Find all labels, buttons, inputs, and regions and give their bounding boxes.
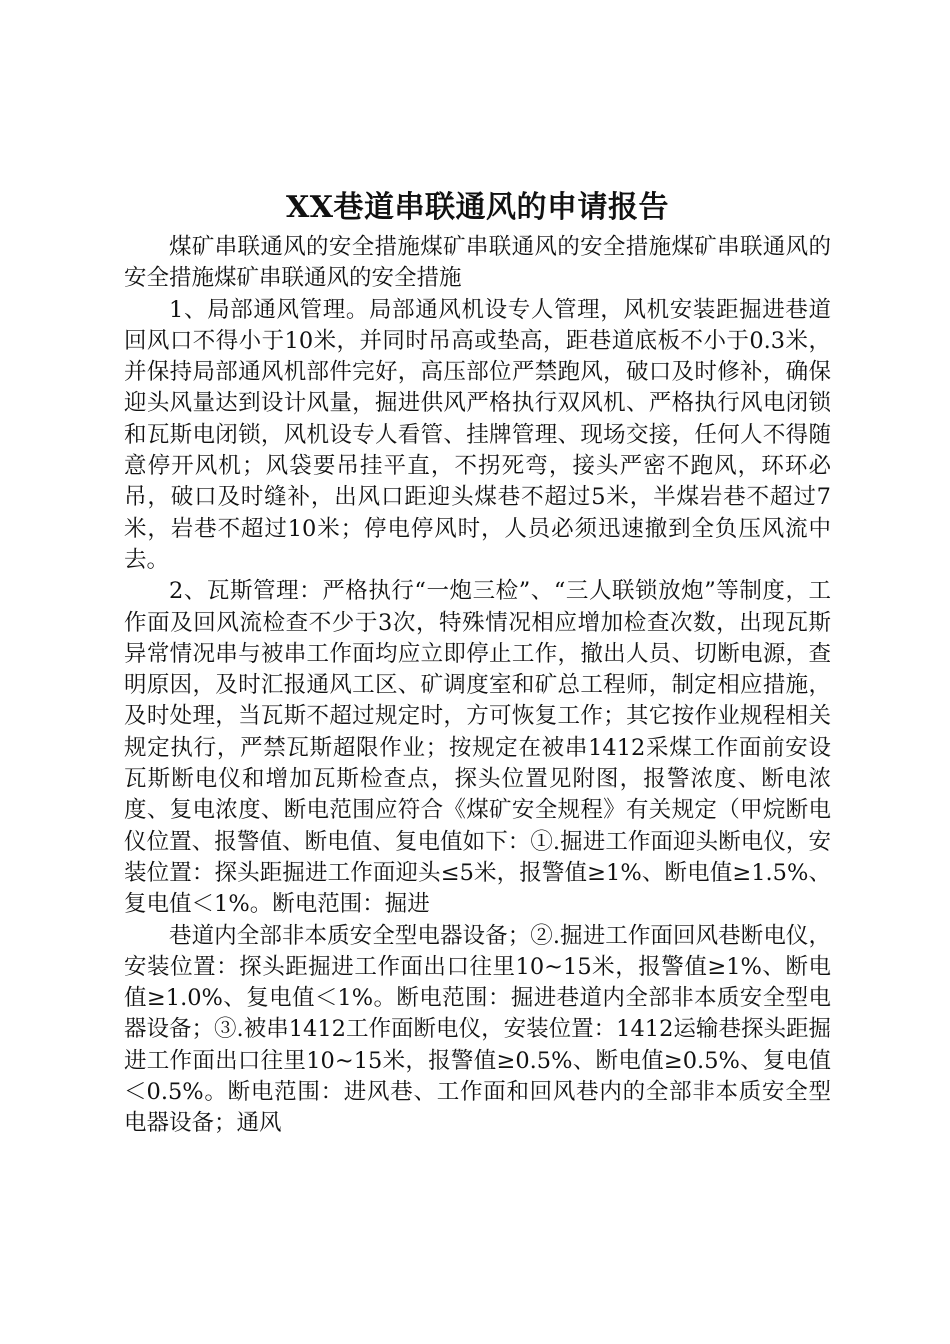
sensor-installation-paragraph: 巷道内全部非本质安全型电器设备；②.掘进工作面回风巷断电仪，安装位置：探头距掘进工作面出口往里10~15米，报警值≥1%、断电值≥1.0%、复电值＜1%。断电范围：掘进巷道内全部非本质安全型电器设备；③.被串1412工作面断电仪，安装位置：1412运输巷探头距掘进工作面出口往里10~15米，报警值≥0.5%、断电值≥0.5%、复电值＜0.5%。断电范围：进风巷、工作面和回风巷内的全部非本质安全型电器设备；通风 [124,922,831,1137]
document-page [124,186,831,1140]
gas-management-paragraph: 2、瓦斯管理：严格执行“一炮三检”、“三人联锁放炮”等制度，工作面及回风流检查不少于3次，特殊情况相应增加检查次数，出现瓦斯异常情况串与被串工作面均应立即停止工作，撤出人员、切断电源，查明原因，及时汇报通风工区、矿调度室和矿总工程师，制定相应措施，及时处理，当瓦斯不超过规定时，方可恢复工作；其它按作业规程相关规定执行，严禁瓦斯超限作业；按规定在被串1412采煤工作面前安设瓦斯断电仪和增加瓦斯检查点，探头位置见附图，报警浓度、断电浓度、复电浓度、断电范围应符合《煤矿安全规程》有关规定（甲烷断电仪位置、报警值、断电值、复电值如下：①.掘进工作面迎头断电仪，安装位置：探头距掘进工作面迎头≤5米，报警值≥1%、断电值≥1.5%、复电值＜1%。断电范围：掘进 [124,578,831,918]
document-title: XX巷道串联通风的申请报告 [285,190,670,225]
intro-paragraph: 煤矿串联通风的安全措施煤矿串联通风的安全措施煤矿串联通风的安全措施煤矿串联通风的安全措施 [124,234,831,292]
local-ventilation-paragraph: 1、局部通风管理。局部通风机设专人管理，风机安装距掘进巷道回风口不得小于10米，并同时吊高或垫高，距巷道底板不小于0.3米，并保持局部通风机部件完好，高压部位严禁跑风，破口及时修补，确保迎头风量达到设计风量，掘进供风严格执行双风机、严格执行风电闭锁和瓦斯电闭锁，风机设专人看管、挂牌管理、现场交接，任何人不得随意停开风机；风袋要吊挂平直，不拐死弯，接头严密不跑风，环环必吊，破口及时缝补，出风口距迎头煤巷不超过5米，半煤岩巷不超过7米，岩巷不超过10米；停电停风时，人员必须迅速撤到全负压风流中去。 [124,296,831,573]
